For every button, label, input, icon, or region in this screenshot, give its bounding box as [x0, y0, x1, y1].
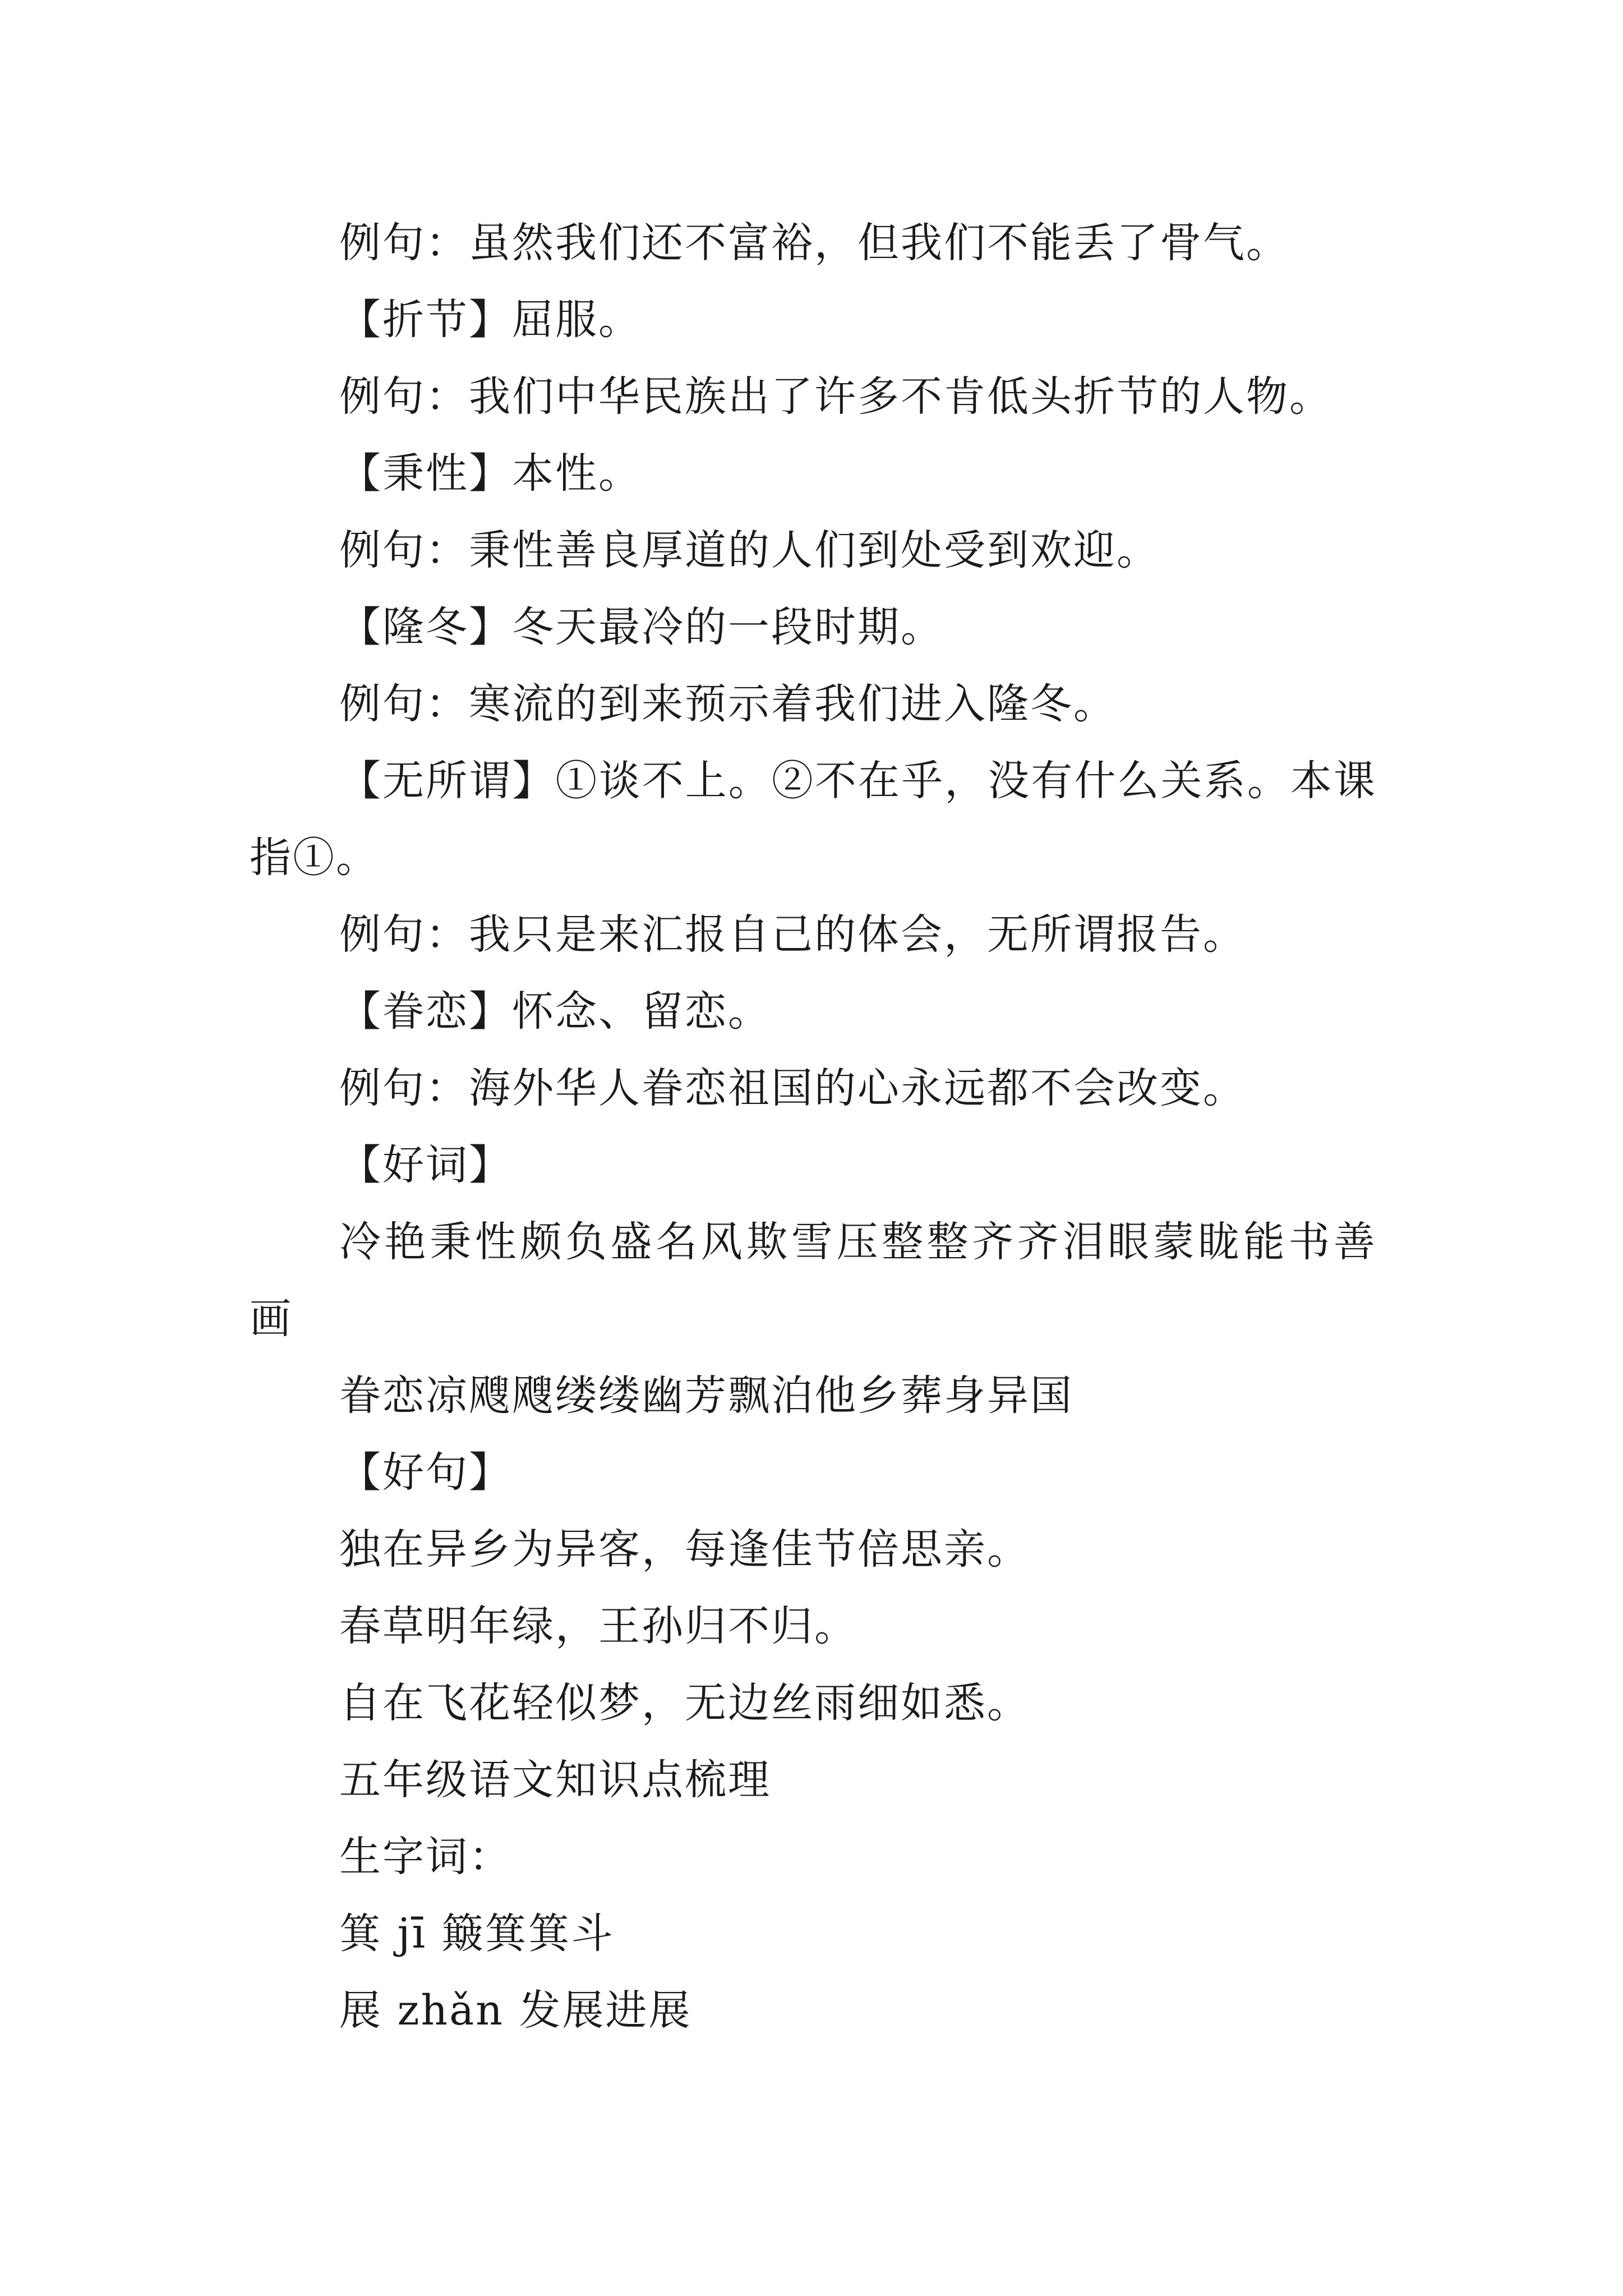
example-sentence-longdong: 例句：寒流的到来预示着我们进入隆冬。: [339, 680, 1117, 728]
example-sentence-wusuowei: 例句：我只是来汇报自己的体会，无所谓报告。: [339, 910, 1246, 959]
term-wusuowei-continued: 指①。: [250, 834, 379, 882]
good-words-line-1-continued: 画: [250, 1295, 293, 1343]
vocab-item-zhan: 展 zhǎn 发展进展: [339, 1986, 692, 2035]
example-sentence-bingxing: 例句：秉性善良厚道的人们到处受到欢迎。: [339, 526, 1160, 574]
good-sentence-3: 自在飞花轻似梦，无边丝雨细如悉。: [339, 1679, 1030, 1727]
good-words-line-1: 冷艳秉性颇负盛名风欺雪压整整齐齐泪眼蒙眬能书善: [339, 1218, 1377, 1266]
good-sentence-2: 春草明年绿，王孙归不归。: [339, 1602, 857, 1650]
term-zhejie: 【折节】屈服。: [339, 296, 642, 344]
term-longdong: 【隆冬】冬天最冷的一段时期。: [339, 603, 944, 651]
example-sentence-zhejie: 例句：我们中华民族出了许多不肯低头折节的人物。: [339, 372, 1332, 421]
term-wusuowei: 【无所谓】①谈不上。②不在乎，没有什么关系。本课: [339, 757, 1377, 805]
section-title: 五年级语文知识点梳理: [339, 1756, 771, 1804]
good-words-line-2: 眷恋凉飕飕缕缕幽芳飘泊他乡葬身异国: [339, 1372, 1073, 1420]
example-sentence-juanlian: 例句：海外华人眷恋祖国的心永远都不会改变。: [339, 1064, 1246, 1112]
heading-good-sentences: 【好句】: [339, 1448, 512, 1497]
vocab-item-ji: 箕 jī 簸箕箕斗: [339, 1910, 615, 1958]
good-sentence-1: 独在异乡为异客，每逢佳节倍思亲。: [339, 1525, 1030, 1573]
example-sentence-guqi: 例句：虽然我们还不富裕，但我们不能丢了骨气。: [339, 219, 1289, 267]
vocab-heading: 生字词：: [339, 1833, 512, 1881]
heading-good-words: 【好词】: [339, 1141, 512, 1189]
term-juanlian: 【眷恋】怀念、留恋。: [339, 987, 771, 1036]
term-bingxing: 【秉性】本性。: [339, 449, 642, 498]
